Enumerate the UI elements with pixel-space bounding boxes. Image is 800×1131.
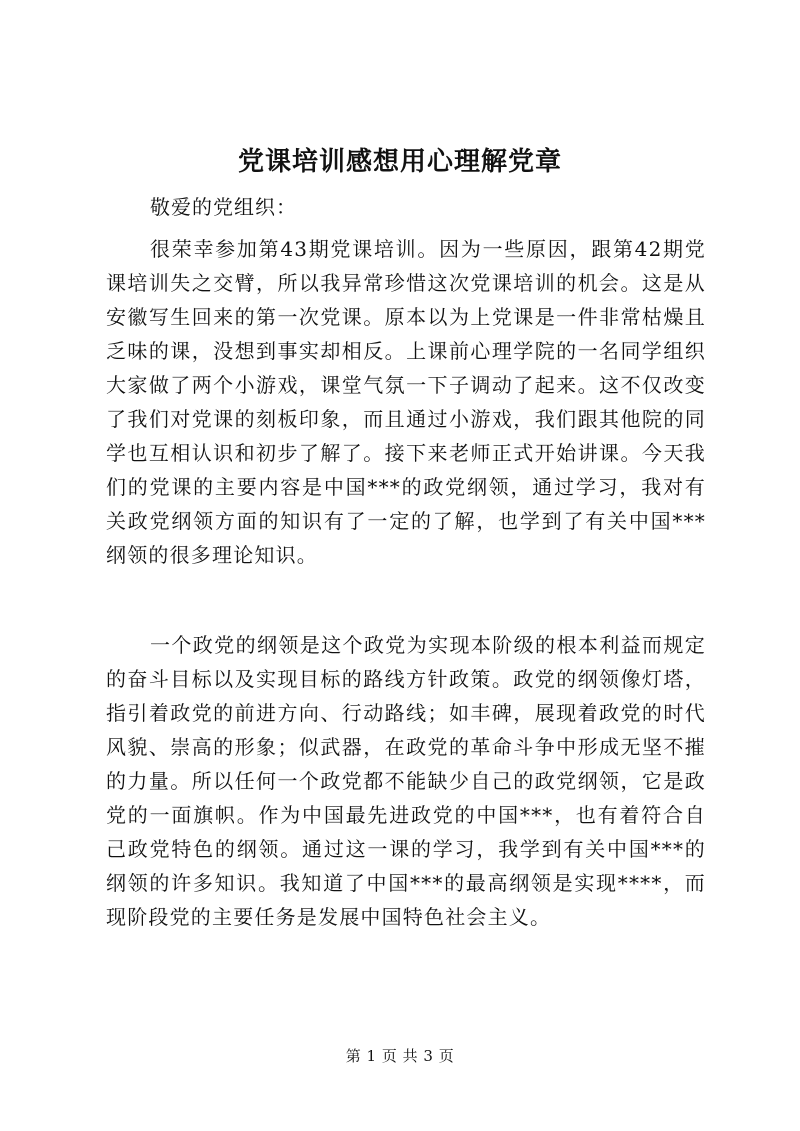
page-footer: 第 1 页 共 3 页	[345, 1047, 455, 1065]
paragraph-2: 一个政党的纲领是这个政党为实现本阶级的根本利益而规定的奋斗目标以及实现目标的路线方针政策。政党的纲领像灯塔，指引着政党的前进方向、行动路线；如丰碑，展现着政党的时代风貌、崇高的形象；似武器，在政党的革命斗争中形成无坚不摧的力量。所以任何一个政党都不能缺少自己的政党纲领，它是政党的一面旗帜。作为中国最先进政党的中国***，也有着符合自己政党特色的纲领。通过这一课的学习，我学到有关中国***的纲领的许多知识。我知道了中国***的最高纲领是实现****，而现阶段党的主要任务是发展中国特色社会主义。	[106, 633, 706, 929]
document-title: 党课培训感想用心理解党章	[237, 147, 562, 177]
paragraph-1: 很荣幸参加第43期党课培训。因为一些原因，跟第42期党课培训失之交臂，所以我异常珍惜这次党课培训的机会。这是从安徽写生回来的第一次党课。原本以为上党课是一件非常枯燥且乏味的课，没想到事实却相反。上课前心理学院的一名同学组织大家做了两个小游戏，课堂气氛一下子调动了起来。这不仅改变了我们对党课的刻板印象，而且通过小游戏，我们跟其他院的同学也互相认识和初步了解了。接下来老师正式开始讲课。今天我们的党课的主要内容是中国***的政党纲领，通过学习，我对有关政党纲领方面的知识有了一定的了解，也学到了有关中国***纲领的很多理论知识。	[106, 237, 706, 567]
salutation: 敬爱的党组织：	[150, 195, 297, 219]
